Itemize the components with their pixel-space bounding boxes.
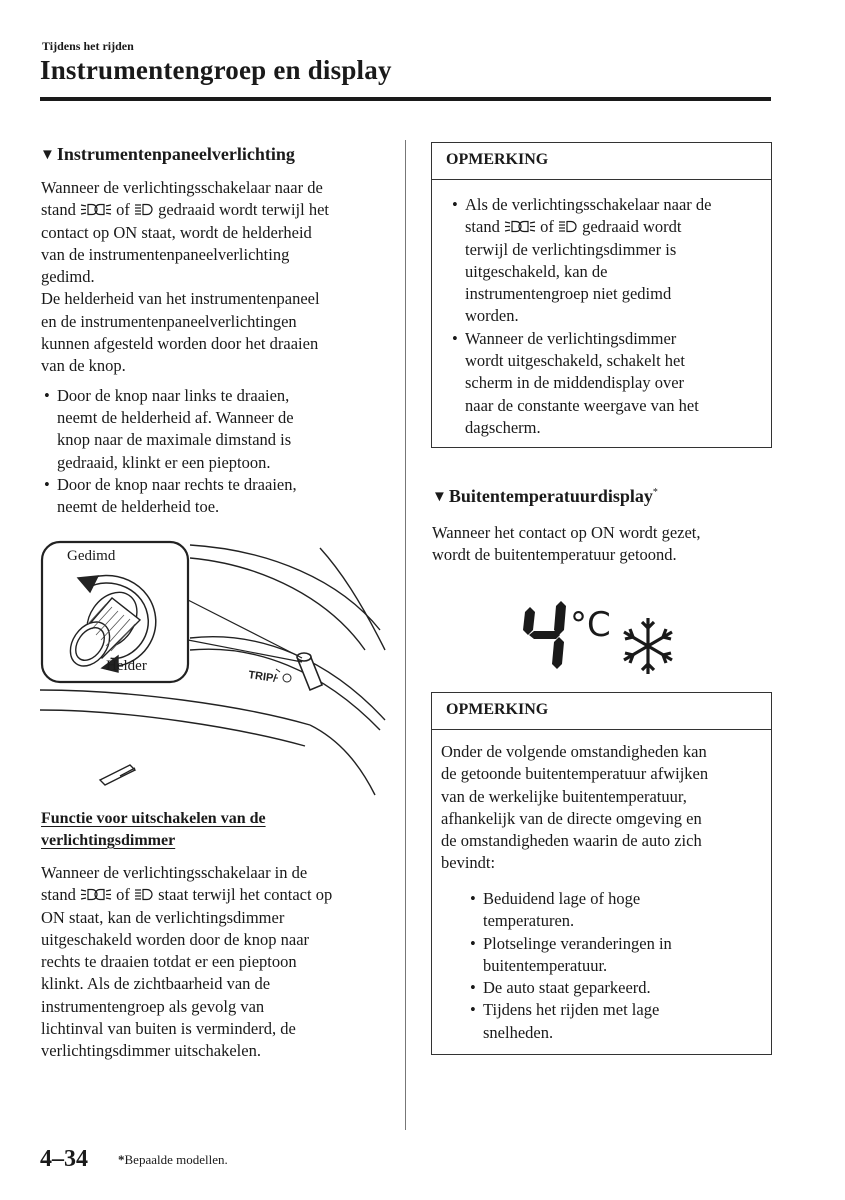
- text-line: verlichtingsdimmer: [41, 832, 176, 849]
- text-line: kunnen afgesteld worden door het draaien: [41, 334, 319, 354]
- footnote-marker: *: [652, 487, 658, 498]
- bullet-icon: •: [470, 889, 476, 908]
- note1-bullets: [449, 194, 767, 439]
- text-line: verlichtingsdimmer uitschakelen.: [41, 1041, 261, 1061]
- text-line: stand of staat terwijl het contact op: [41, 885, 333, 905]
- list-item: • De auto staat geparkeerd.: [467, 977, 757, 999]
- dimmer-knob-figure: [40, 540, 400, 800]
- list-item: • Tijdens het rijden met lage snelheden.: [470, 1000, 660, 1042]
- column-divider: [405, 140, 406, 1130]
- bullet-icon: •: [452, 328, 458, 348]
- dashboard-illustration: [40, 540, 400, 800]
- temperature-unit: °C: [570, 605, 611, 645]
- bullet-icon: •: [44, 474, 50, 494]
- list-item: • Door de knop naar links te draaien, neemt de helderheid af. Wanneer de knop naar de maximale dimstand is gedraaid, klinkt er een pieptoon.: [44, 385, 294, 472]
- heading-instrument-lighting: [40, 144, 295, 165]
- trip-label: TRIP/: [247, 669, 278, 685]
- page-title: Instrumentengroep en display: [40, 55, 392, 85]
- snowflake-icon: [624, 618, 672, 674]
- text-line: van de werkelijke buitentemperatuur,: [441, 786, 687, 806]
- text-line: rechts te draaien totdat er een pieptoon: [41, 952, 297, 972]
- temperature-display: [520, 598, 690, 674]
- headlight-icon: [134, 203, 154, 216]
- list-item: • Plotselinge veranderingen in buitentemperatuur.: [470, 933, 672, 975]
- outside-temp-paragraph: [432, 522, 772, 567]
- text-line: Onder de volgende omstandigheden kan: [441, 742, 707, 761]
- heading-text: Instrumentenpaneelverlichting: [56, 144, 295, 164]
- list-item: • Door de knop naar rechts te draaien, neemt de helderheid toe.: [44, 474, 297, 517]
- note-box-2: [431, 692, 772, 1055]
- text-line: bevindt:: [441, 853, 496, 873]
- text-line: De helderheid van het instrumentenpaneel: [41, 289, 320, 309]
- title-rule: [40, 97, 771, 101]
- bullet-icon: •: [470, 933, 476, 953]
- text-line: uitgeschakeld worden door de knop naar: [41, 929, 310, 949]
- list-item: • Als de verlichtingsschakelaar naar de stand of gedraaid wordt terwijl de verlichtingsdimmer is uitgeschakeld, kan de instrumentengroep niet gedimd worden.: [452, 195, 712, 326]
- list-item: • Wanneer de verlichtingsdimmer wordt uitgeschakeld, schakelt het scherm in de middendisplay over naar de constante weergave van het dagscherm.: [452, 328, 699, 437]
- page-number: 4–34: [40, 1146, 88, 1172]
- paragraph-1: [41, 177, 396, 288]
- text-line: lichtinval van buiten is verminderd, de: [41, 1019, 296, 1039]
- segment-digit-4: [520, 598, 690, 674]
- subheading-dimmer-off: [41, 808, 371, 852]
- note2-intro: [441, 741, 766, 875]
- footnote-mark: *: [118, 1152, 125, 1167]
- dimmer-off-paragraph: [41, 862, 396, 1063]
- bullet-icon: •: [470, 978, 476, 998]
- bullet-icon: •: [470, 1000, 476, 1020]
- note-title: OPMERKING: [432, 143, 771, 180]
- text-line: Wanneer de verlichtingsschakelaar in de: [41, 863, 308, 882]
- text-line: afhankelijk van de directe omgeving en: [441, 808, 702, 828]
- bullet-icon: •: [452, 195, 458, 214]
- headlight-icon: [134, 888, 154, 901]
- text-line: Wanneer het contact op ON wordt gezet,: [432, 523, 701, 542]
- parking-light-icon: [80, 888, 112, 901]
- text-line: contact op ON staat, wordt de helderheid: [41, 222, 312, 242]
- text-line: en de instrumentenpaneelverlichtingen: [41, 311, 297, 331]
- outside-temp-text: [432, 522, 772, 567]
- note-title: OPMERKING: [432, 693, 771, 730]
- note-box-1: [431, 142, 772, 448]
- parking-light-icon: [504, 220, 536, 233]
- paragraph-3: [41, 862, 396, 1063]
- text-line: Functie voor uitschakelen van de: [41, 810, 266, 827]
- figure-label-dimmed: Gedimd: [67, 548, 116, 564]
- subheading-text: [41, 808, 371, 852]
- parking-light-icon: [80, 203, 112, 216]
- text-line: van de knop.: [41, 356, 126, 376]
- text-line: klinkt. Als de zichtbaarheid van de: [41, 974, 271, 994]
- footnote: [118, 1152, 228, 1168]
- dim-bullets: [41, 385, 396, 519]
- text-line: instrumentengroep als gevolg van: [41, 996, 265, 1016]
- text-line: ON staat, kan de verlichtingsdimmer: [41, 907, 285, 927]
- intro-paragraph: [41, 177, 396, 518]
- heading-outside-temp: [432, 486, 658, 507]
- headlight-icon: [558, 220, 578, 233]
- text-line: de omstandigheden waarin de auto zich: [441, 831, 702, 851]
- text-line: wordt de buitentemperatuur getoond.: [432, 545, 677, 565]
- text-line: de getoonde buitentemperatuur afwijken: [441, 764, 709, 784]
- text-line: van de instrumentenpaneelverlichting: [41, 244, 290, 264]
- bullet-icon: •: [44, 385, 50, 405]
- list-item: • Beduidend lage of hoge temperaturen.: [470, 889, 641, 931]
- paragraph-2: [41, 288, 396, 377]
- section-label: Tijdens het rijden: [42, 39, 134, 53]
- note2-bullets: [467, 888, 757, 1044]
- text-line: gedimd.: [41, 267, 95, 287]
- text-line: stand of gedraaid wordt terwijl het: [41, 200, 329, 220]
- figure-label-bright: Helder: [106, 658, 147, 674]
- heading-text: Buitentemperatuurdisplay: [448, 486, 653, 506]
- footnote-text: Bepaalde modellen.: [124, 1152, 228, 1167]
- triangle-marker-icon: ▼: [432, 489, 447, 505]
- text-line: Wanneer de verlichtingsschakelaar naar de: [41, 178, 323, 197]
- triangle-marker-icon: ▼: [40, 147, 55, 163]
